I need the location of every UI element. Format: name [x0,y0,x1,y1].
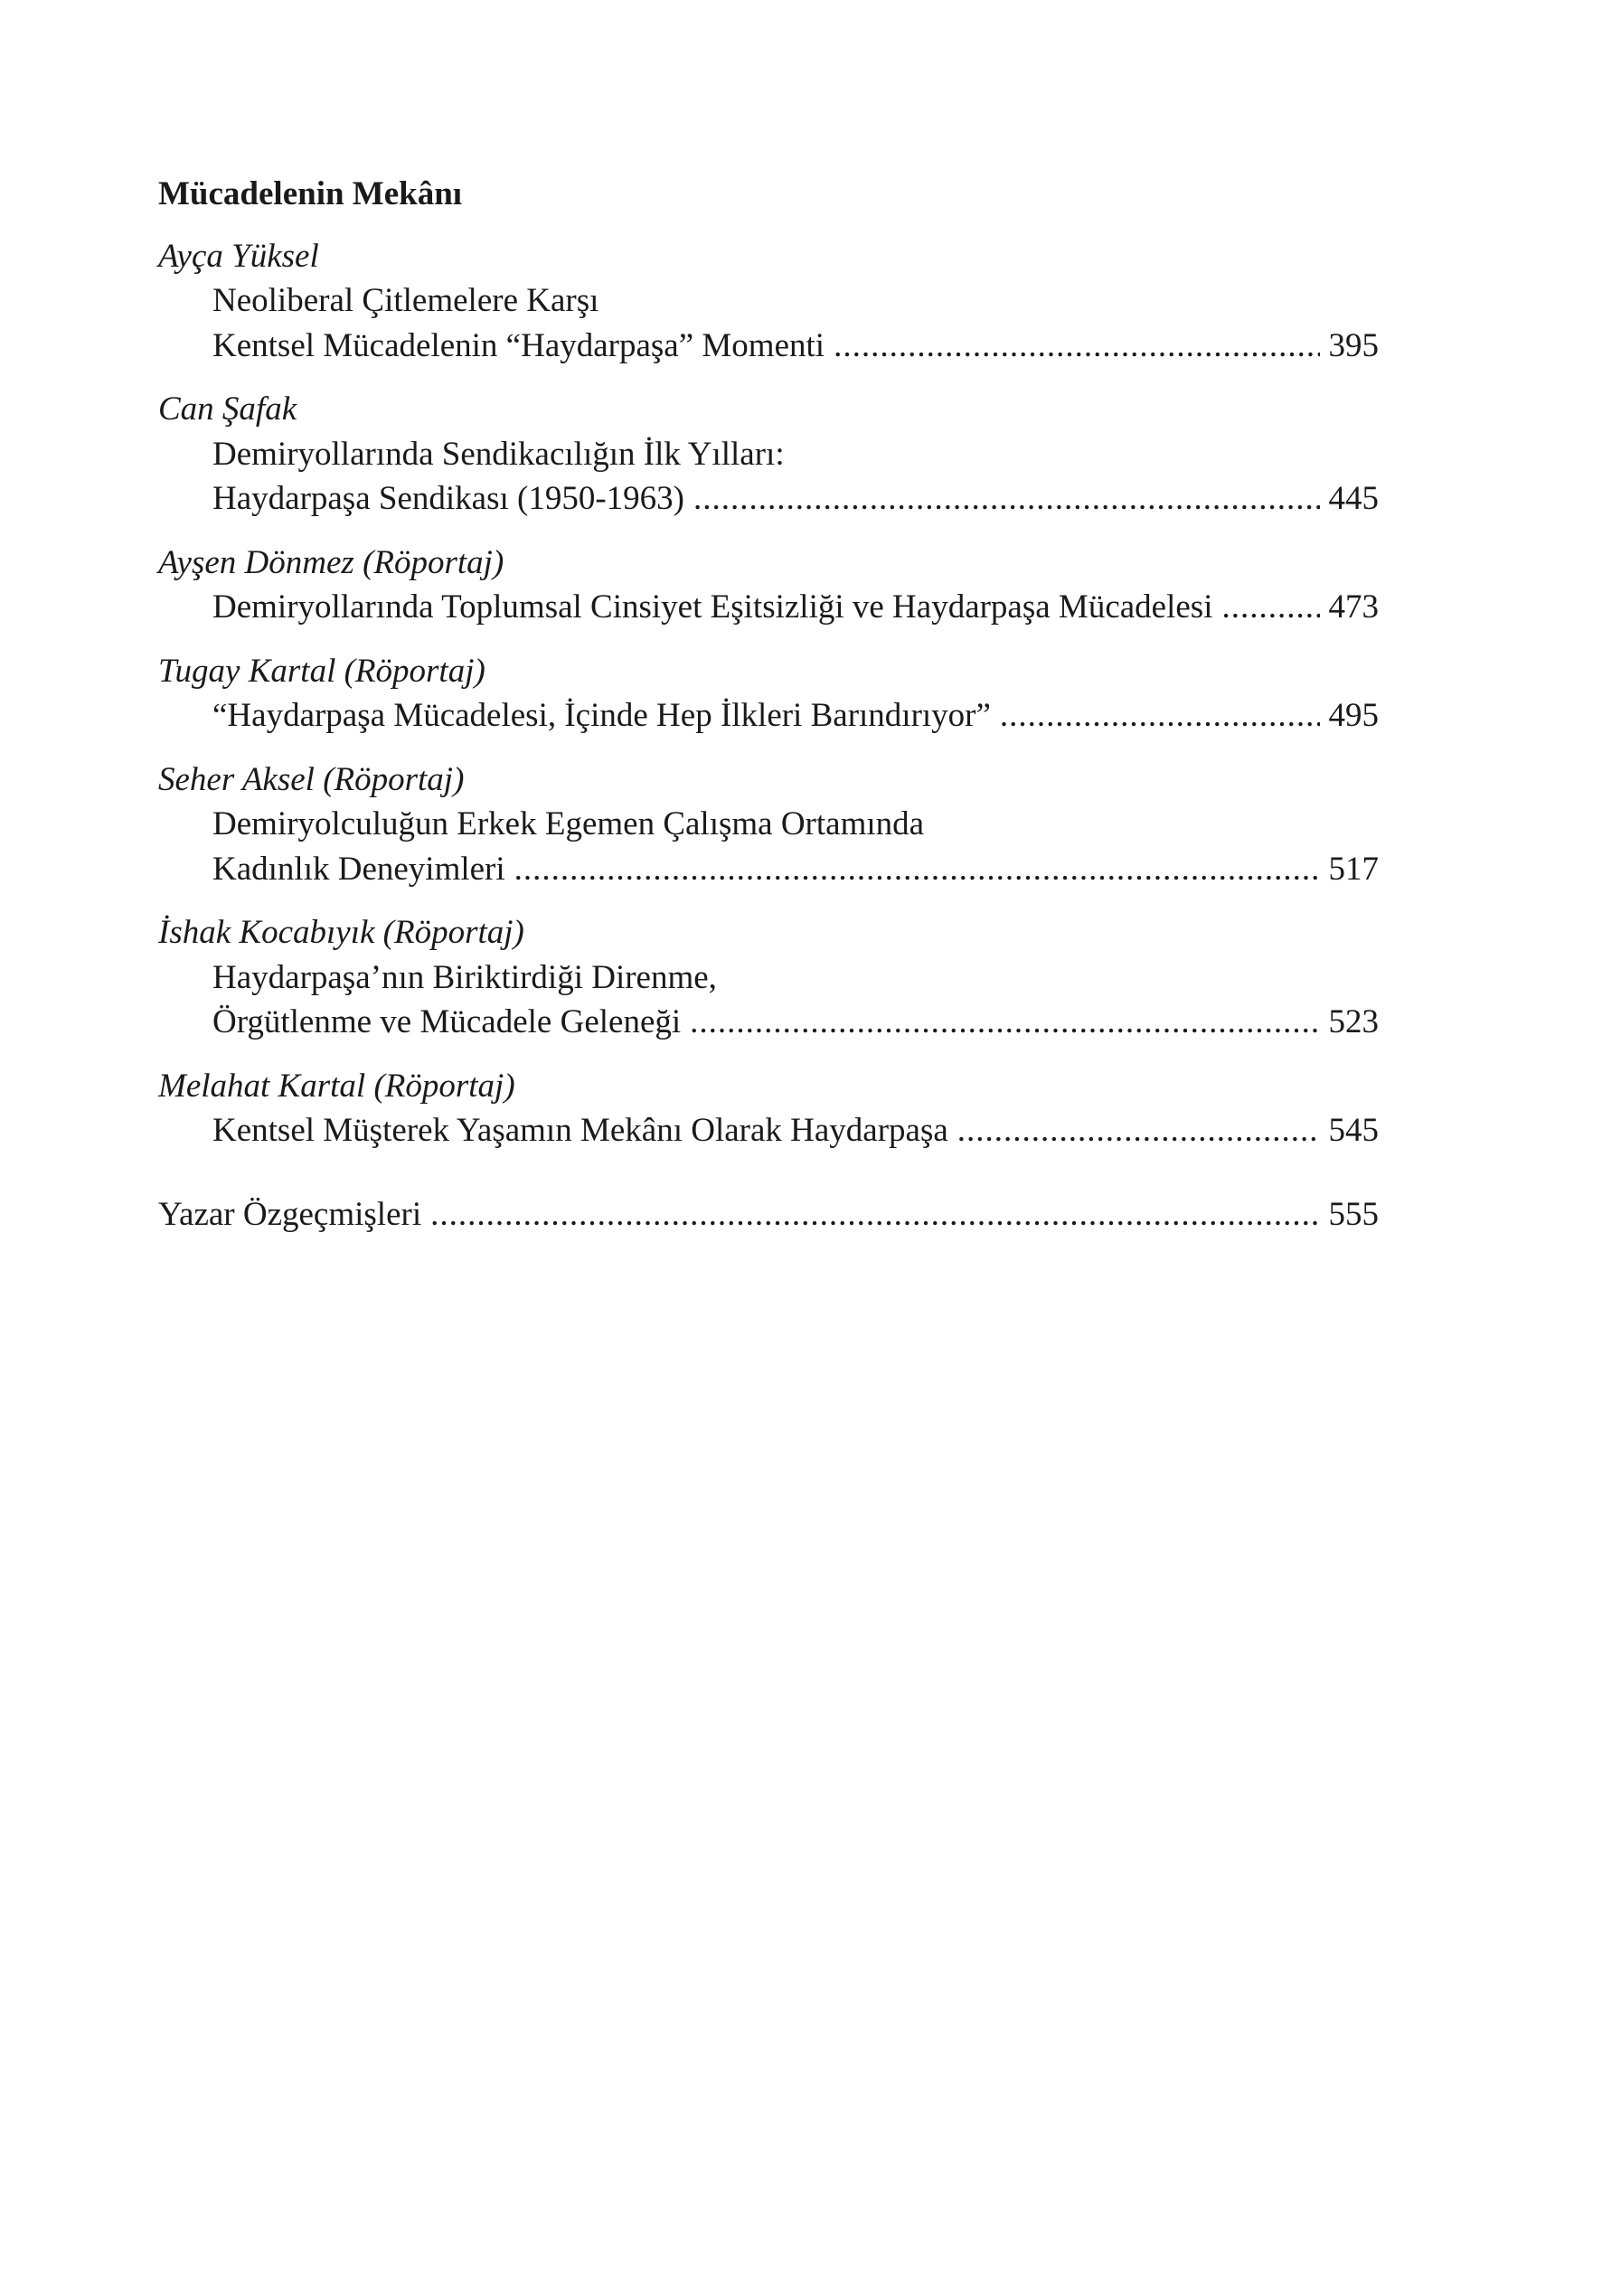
section-title: Mücadelenin Mekânı [158,175,463,212]
entry-author: Melahat Kartal (Röportaj) [158,1067,515,1105]
dot-leader [693,476,1320,522]
page-number: 495 [1328,697,1379,734]
dot-leader [1000,693,1320,739]
entry-title-line-leader [158,693,1379,739]
entry-title-line-leader [158,1108,1379,1153]
entry-title-line: Neoliberal Çitlemelere Karşı [212,282,599,319]
dot-leader [834,324,1319,369]
toc-entry [158,541,1379,630]
entry-author: Ayşen Dönmez (Röportaj) [158,543,504,581]
toc-entry-author-bios [158,1192,1379,1237]
page-number: 395 [1328,326,1379,364]
entry-title-line-leader [158,476,1379,522]
toc-entry [158,1064,1379,1153]
entry-title-line: Demiryollarında Sendikacılığın İlk Yılları: [212,435,785,473]
dot-leader [1221,585,1319,630]
entry-title-line-leader [158,585,1379,630]
entry-title-text: Örgütlenme ve Mücadele Geleneği [212,1003,682,1040]
toc-entry [158,649,1379,739]
page-number: 555 [1328,1195,1379,1233]
dot-leader [430,1192,1319,1237]
entry-title-text: Kentsel Mücadelenin “Haydarpaşa” Momenti [212,326,825,364]
entry-title-text: Haydarpaşa Sendikası (1950-1963) [212,480,684,517]
entry-title-line-leader [158,324,1379,369]
dot-leader [957,1108,1320,1153]
entry-title-line: Haydarpaşa’nın Biriktirdiği Direnme, [212,958,717,996]
entry-title-line: Demiryolculuğun Erkek Egemen Çalışma Ortamında [212,805,925,842]
toc-entry [158,387,1379,522]
toc-entry [158,234,1379,369]
entry-title-line-leader [158,1000,1379,1045]
dot-leader [514,847,1320,892]
entry-title-text: Kadınlık Deneyimleri [212,850,505,888]
entry-title-text: Kentsel Müşterek Yaşamın Mekânı Olarak Haydarpaşa [212,1112,948,1149]
entry-author: Ayça Yüksel [158,237,319,275]
page-number: 545 [1328,1112,1379,1149]
toc-entry [158,757,1379,892]
page-number: 473 [1328,588,1379,626]
entry-author: İshak Kocabıyık (Röportaj) [158,914,524,951]
entry-author: Can Şafak [158,391,297,428]
entry-author: Tugay Kartal (Röportaj) [158,652,485,690]
page-number: 445 [1328,480,1379,517]
page-number: 517 [1328,850,1379,888]
entry-title-text: Yazar Özgeçmişleri [158,1195,422,1233]
entry-title-line-leader [158,847,1379,892]
dot-leader [690,1000,1319,1045]
table-of-contents [158,172,1379,1237]
entry-author: Seher Aksel (Röportaj) [158,760,465,798]
entry-title-text: “Haydarpaşa Mücadelesi, İçinde Hep İlkleri Barındırıyor” [212,697,991,734]
toc-entry [158,910,1379,1045]
entry-title-text: Demiryollarında Toplumsal Cinsiyet Eşitsizliği ve Haydarpaşa Mücadelesi [212,588,1213,626]
page-number: 523 [1328,1003,1379,1040]
